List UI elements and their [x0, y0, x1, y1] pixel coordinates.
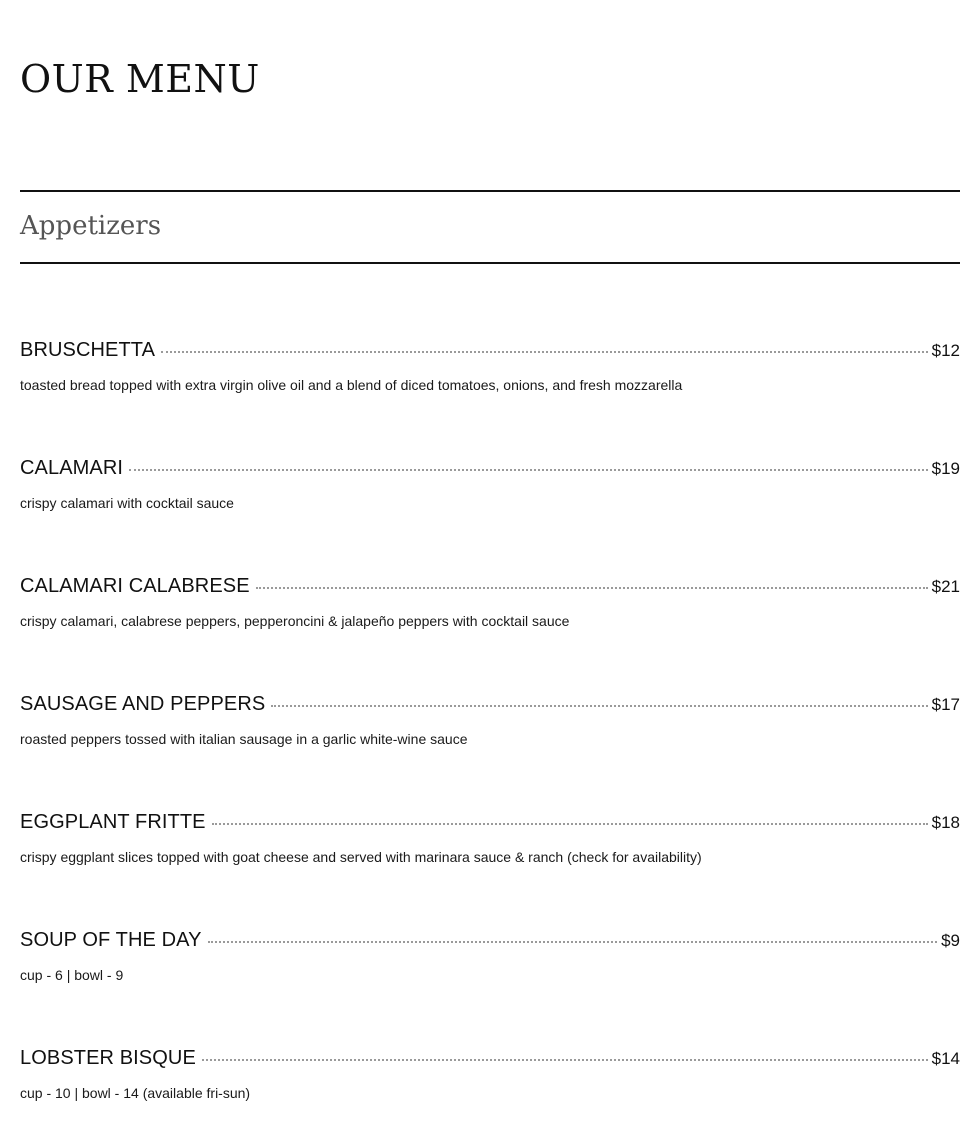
menu-item-description: crispy eggplant slices topped with goat cheese and served with marinara sauce & ranch (check for availability)	[20, 849, 702, 865]
menu-item-name: BRUSCHETTA	[20, 339, 156, 361]
menu-item-soup-of-the-day	[20, 926, 960, 1016]
menu-item-sausage-and-peppers	[20, 690, 960, 780]
dotted-leader	[202, 1059, 928, 1061]
menu-item-row	[20, 926, 960, 954]
menu-item-name: EGGPLANT FRITTE	[20, 811, 206, 833]
section-header-appetizers	[20, 190, 960, 264]
menu-item-price: $9	[941, 931, 960, 950]
section-title: Appetizers	[20, 211, 162, 241]
dotted-leader	[208, 941, 938, 943]
menu-item-price: $14	[931, 1049, 960, 1068]
menu-item-row	[20, 808, 960, 836]
dotted-leader	[129, 469, 928, 471]
menu-item-price: $12	[931, 341, 960, 360]
page-title: OUR MENU	[20, 57, 260, 101]
menu-item-name: CALAMARI	[20, 457, 124, 479]
menu-item-row	[20, 454, 960, 482]
menu-item-price: $21	[931, 577, 960, 596]
menu-item-calamari	[20, 454, 960, 544]
dotted-leader	[256, 587, 928, 589]
menu-item-name: SOUP OF THE DAY	[20, 929, 202, 951]
menu-item-name: SAUSAGE AND PEPPERS	[20, 693, 266, 715]
menu-item-bruschetta	[20, 336, 960, 426]
menu-item-description: toasted bread topped with extra virgin olive oil and a blend of diced tomatoes, onions, and fresh mozzarella	[20, 377, 683, 393]
menu-item-description: crispy calamari, calabrese peppers, pepperoncini & jalapeño peppers with cocktail sauce	[20, 613, 570, 629]
menu-item-row	[20, 690, 960, 718]
menu-item-row	[20, 1044, 960, 1072]
menu-item-name: CALAMARI CALABRESE	[20, 575, 250, 597]
menu-item-description: crispy calamari with cocktail sauce	[20, 495, 234, 511]
dotted-leader	[212, 823, 928, 825]
menu-item-description: cup - 6 | bowl - 9	[20, 967, 124, 983]
menu-item-description: roasted peppers tossed with italian sausage in a garlic white-wine sauce	[20, 731, 468, 747]
menu-item-row	[20, 336, 960, 364]
menu-item-price: $18	[931, 813, 960, 832]
dotted-leader	[161, 351, 928, 353]
dotted-leader	[271, 705, 927, 707]
menu-item-price: $19	[931, 459, 960, 478]
menu-item-description: cup - 10 | bowl - 14 (available fri-sun)	[20, 1085, 251, 1101]
menu-item-name: LOBSTER BISQUE	[20, 1047, 196, 1069]
menu-item-eggplant-fritte	[20, 808, 960, 898]
menu-item-calamari-calabrese	[20, 572, 960, 662]
menu-item-lobster-bisque	[20, 1044, 960, 1134]
menu-item-row	[20, 572, 960, 600]
menu-item-price: $17	[931, 695, 960, 714]
